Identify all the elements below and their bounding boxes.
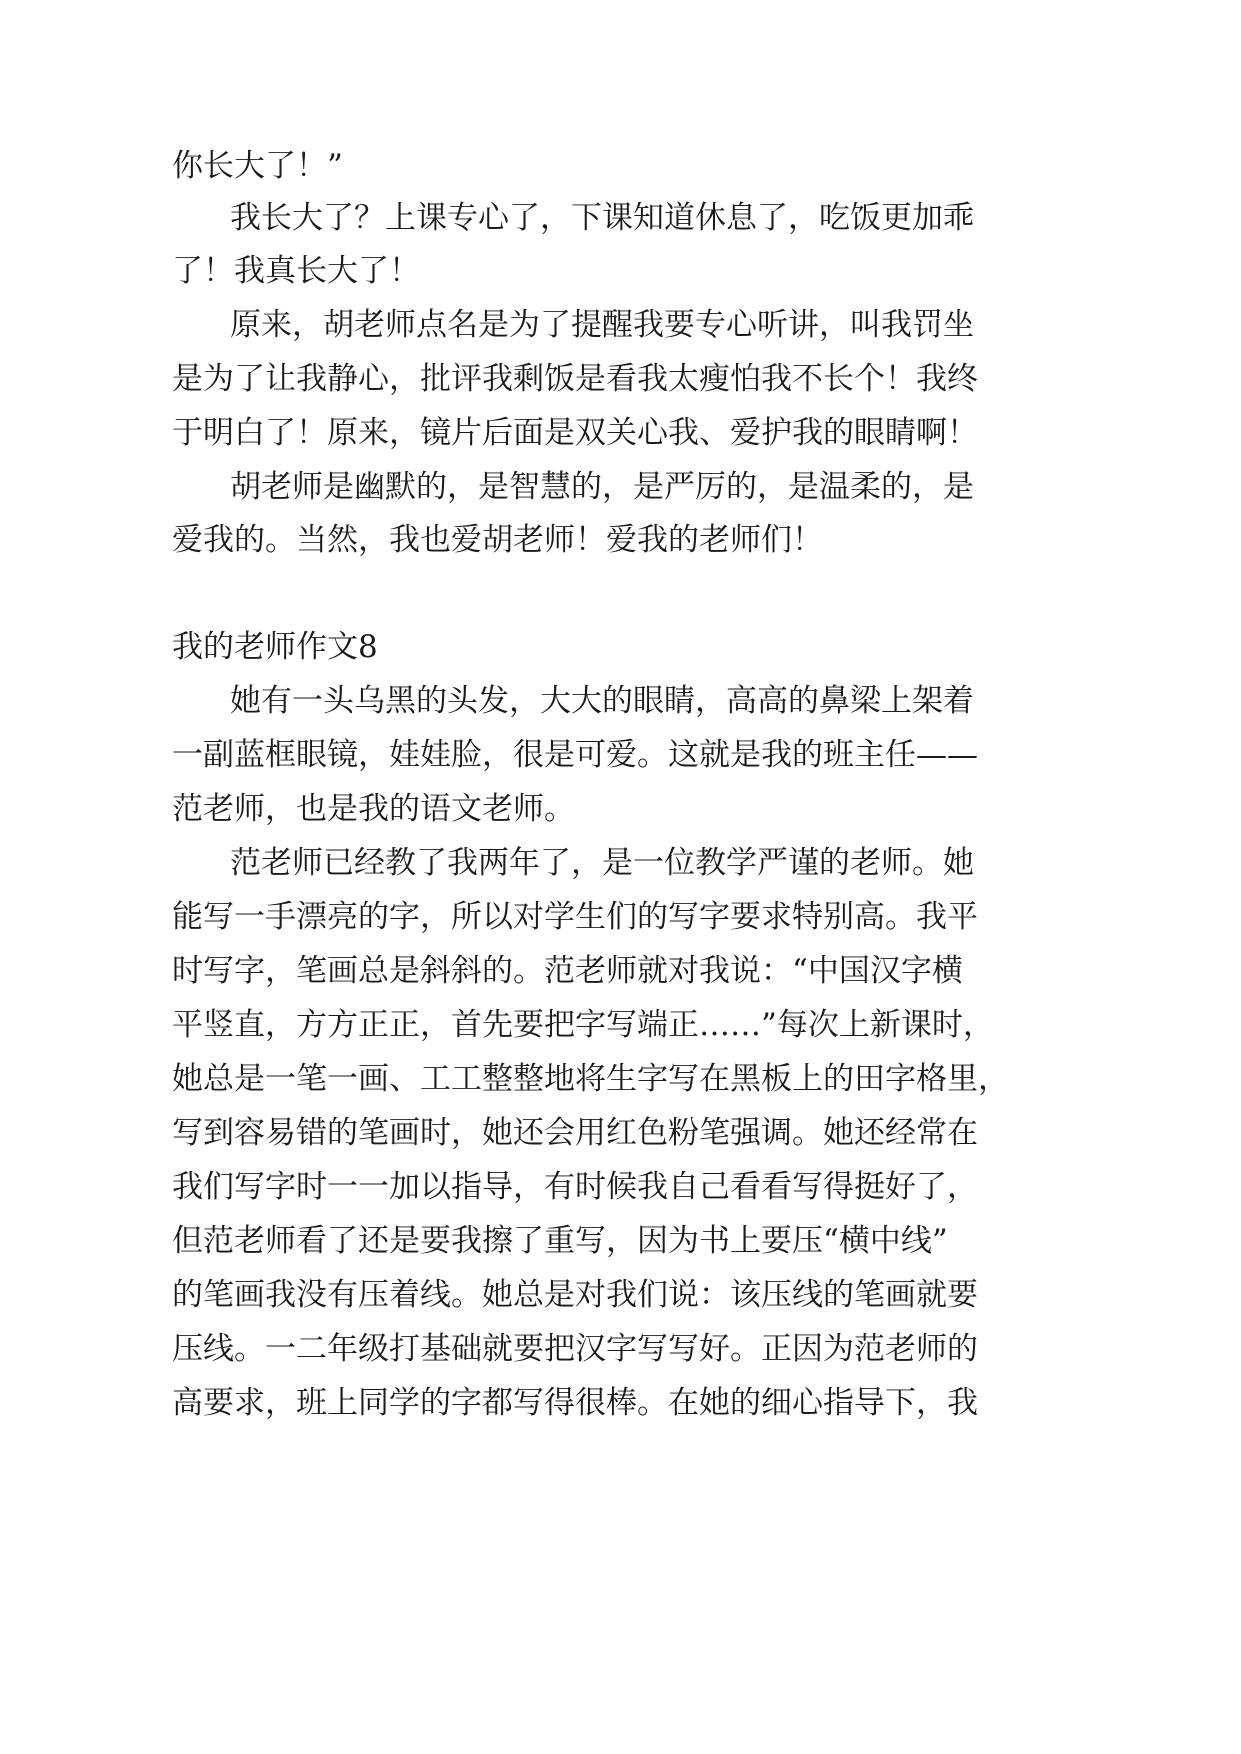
text-line: [0, 1265, 1241, 1325]
text-line: [0, 241, 1241, 301]
text-line: [0, 1319, 1241, 1379]
line-text: 范老师已经教了我两年了，是一位教学严谨的老师。她: [230, 845, 974, 881]
text-line: [0, 725, 1241, 785]
line-text: 胡老师是幽默的，是智慧的，是严厉的，是温柔的，是: [230, 469, 974, 505]
line-text: 平竖直，方方正正，首先要把字写端正……”每次上新课时，: [172, 1007, 994, 1043]
line-text: 的笔画我没有压着线。她总是对我们说：该压线的笔画就要: [172, 1277, 978, 1313]
line-text: 范老师，也是我的语文老师。: [172, 791, 575, 827]
text-line: [0, 1103, 1241, 1163]
line-text: 能写一手漂亮的字，所以对学生们的写字要求特别高。我平: [172, 899, 978, 935]
text-line: [0, 995, 1241, 1055]
text-line: [0, 403, 1241, 463]
line-text: 写到容易错的笔画时，她还会用红色粉笔强调。她还经常在: [172, 1115, 978, 1151]
line-text: 她有一头乌黑的头发，大大的眼睛，高高的鼻梁上架着: [230, 683, 974, 719]
paragraph-line: [0, 457, 1241, 517]
line-text: 原来，胡老师点名是为了提醒我要专心听讲，叫我罚坐: [230, 307, 974, 343]
text-line: [0, 349, 1241, 409]
text-line: [0, 1373, 1241, 1433]
text-line: [0, 779, 1241, 839]
line-text: 压线。一二年级打基础就要把汉字写写好。正因为范老师的: [172, 1331, 978, 1367]
line-text: 我长大了？上课专心了，下课知道休息了，吃饭更加乖: [230, 200, 974, 236]
line-text: 但范老师看了还是要我擦了重写，因为书上要压“横中线”: [172, 1223, 948, 1259]
text-line: [0, 1049, 1241, 1109]
paragraph-line: [0, 295, 1241, 355]
text-line: [0, 887, 1241, 947]
paragraph-line: [0, 671, 1241, 731]
section-heading: [0, 617, 1241, 677]
line-text: 高要求，班上同学的字都写得很棒。在她的细心指导下，我: [172, 1385, 978, 1421]
line-text: 是为了让我静心，批评我剩饭是看我太瘦怕我不长个！我终: [172, 361, 978, 397]
line-text: 了！我真长大了！: [172, 253, 420, 289]
paragraph-line: [0, 833, 1241, 893]
heading-text: 我的老师作文8: [172, 629, 378, 665]
paragraph-line: [0, 188, 1241, 248]
line-text: 你长大了！”: [172, 148, 343, 184]
text-line: [0, 510, 1241, 570]
text-line: [0, 941, 1241, 1001]
text-line: [0, 1211, 1241, 1271]
line-text: 于明白了！原来，镜片后面是双关心我、爱护我的眼睛啊！: [172, 415, 978, 451]
line-text: 她总是一笔一画、工工整整地将生字写在黑板上的田字格里，: [172, 1061, 1009, 1097]
line-text: 一副蓝框眼镜，娃娃脸，很是可爱。这就是我的班主任——: [172, 737, 978, 773]
line-text: 时写字，笔画总是斜斜的。范老师就对我说：“中国汉字横: [172, 953, 963, 989]
text-line: [0, 136, 1241, 196]
line-text: 爱我的。当然，我也爱胡老师！爱我的老师们！: [172, 522, 823, 558]
line-text: 我们写字时一一加以指导，有时候我自己看看写得挺好了，: [172, 1169, 978, 1205]
text-line: [0, 1157, 1241, 1217]
